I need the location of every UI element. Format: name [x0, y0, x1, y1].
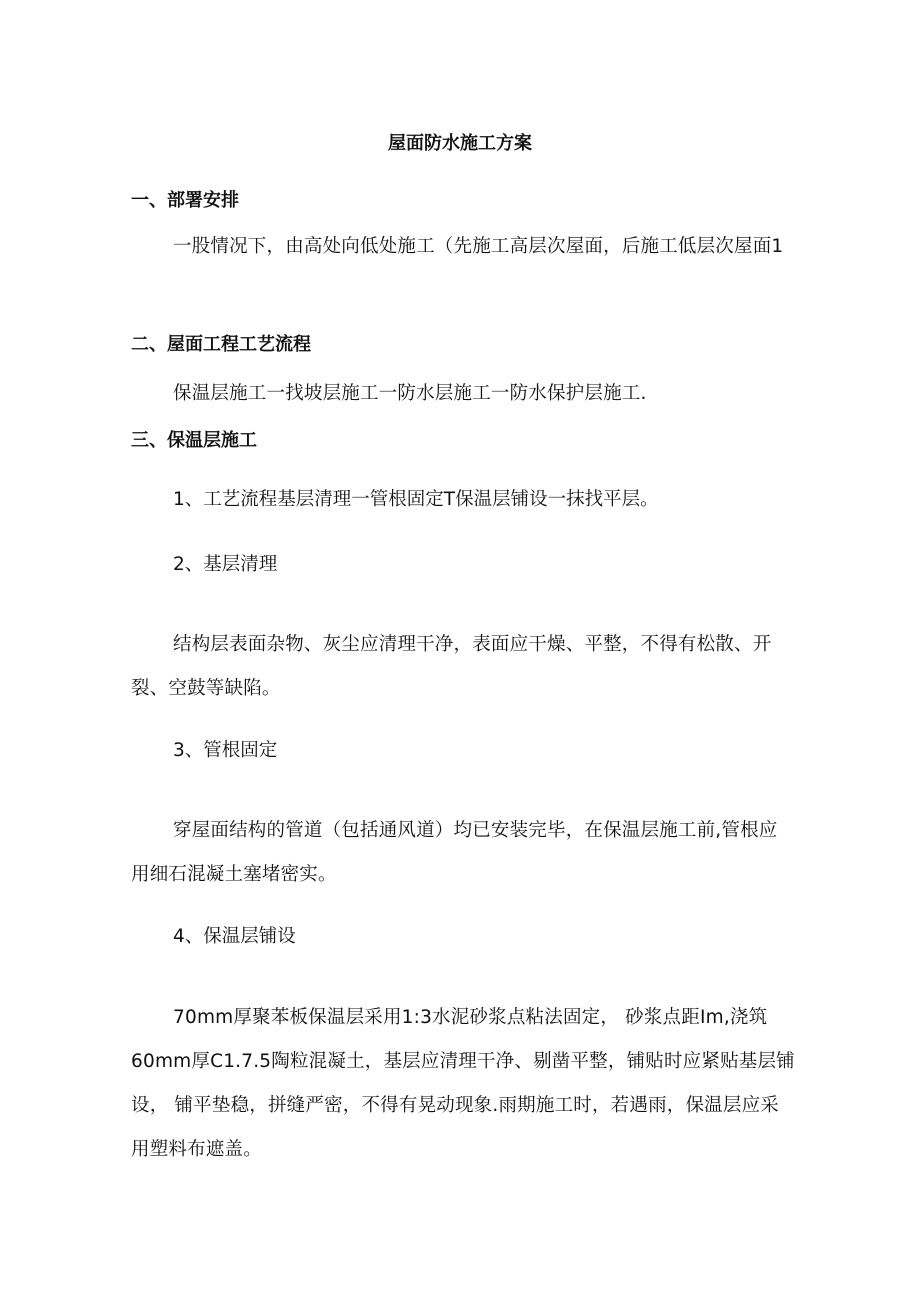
deployment-paragraph: 一股情况下，由高处向低处施工（先施工高层次屋面，后施工低层次屋面1	[173, 236, 784, 257]
insulation-item-4-heading: 4、保温层铺设	[173, 926, 296, 947]
process-flow-paragraph: 保温层施工一找坡层施工一防水层施工一防水保护层施工.	[173, 383, 647, 404]
section-heading-deployment: 一、部署安排	[131, 190, 239, 211]
document-title: 屋面防水施工方案	[388, 133, 532, 154]
insulation-item-2-heading: 2、基层清理	[173, 554, 278, 575]
insulation-item-3-heading: 3、管根固定	[173, 740, 278, 761]
insulation-item-4-paragraph: 70mm厚聚苯板保温层采用1:3水泥砂浆点粘法固定， 砂浆点距Im,浇筑60mm厚C1.7.5陶粒混凝土，基层应清理干净、剔凿平整，铺贴时应紧贴基层铺设， 铺平垫稳，拼缝严密，不得有晃动现象.雨期施工时，若遇雨，保温层应采用塑料布遮盖。	[131, 1007, 795, 1160]
insulation-item-1: 1、工艺流程基层清理一管根固定T保温层铺设一抹找平层。	[173, 489, 659, 510]
insulation-item-2-paragraph: 结构层表面杂物、灰尘应清理干净，表面应干燥、平整，不得有松散、开裂、空鼓等缺陷。	[131, 634, 772, 699]
section-heading-insulation: 三、保温层施工	[131, 430, 257, 451]
section-heading-process-flow: 二、屋面工程工艺流程	[131, 334, 311, 355]
insulation-item-3-paragraph: 穿屋面结构的管道（包括通风道）均已安装完毕，在保温层施工前,管根应用细石混凝土塞堵密实。	[131, 820, 778, 885]
